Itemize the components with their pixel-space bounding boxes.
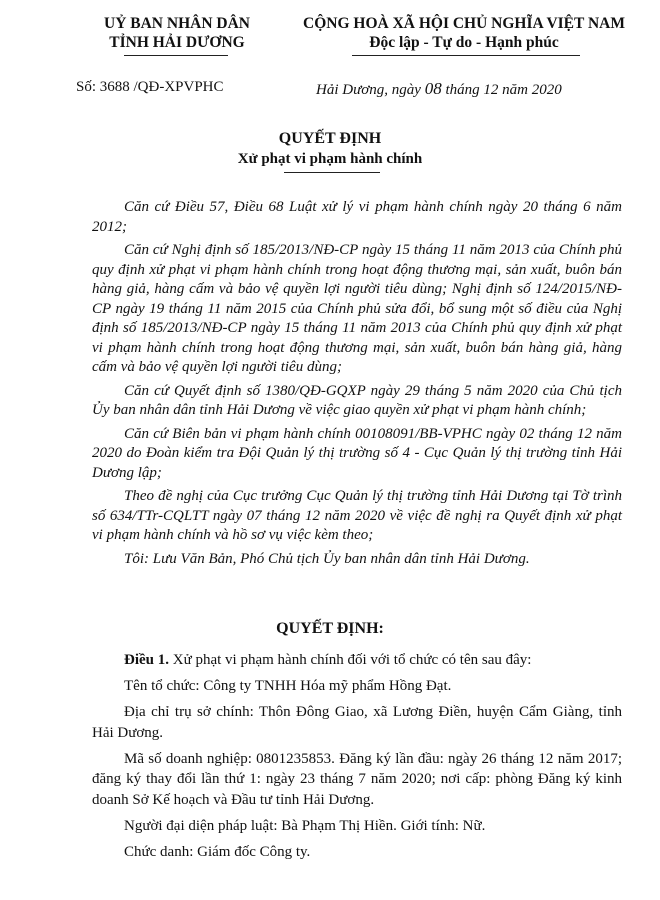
authority-line-2: TỈNH HẢI DƯƠNG	[109, 34, 245, 51]
authority-underline	[124, 55, 228, 56]
organization-address: Địa chỉ trụ sở chính: Thôn Đông Giao, xã Lương Điền, huyện Cẩm Giàng, tỉnh Hải Dương.	[92, 704, 622, 741]
preamble-paragraph: Căn cứ Điều 57, Điều 68 Luật xử lý vi phạm hành chính ngày 20 tháng 6 năm 2012;	[92, 199, 622, 235]
issuing-authority	[72, 14, 282, 52]
article-1-intro-text: Xử phạt vi phạm hành chính đối với tổ chức có tên sau đây:	[169, 652, 532, 668]
article-1	[92, 650, 622, 868]
preamble-paragraph: Theo đề nghị của Cục trưởng Cục Quản lý thị trường tỉnh Hải Dương tại Tờ trình số 634/TTr-CQLTT ngày 07 tháng 12 năm 2020 về việc đề nghị ra Quyết định xử phạt vi phạm hành chính và hồ sơ vụ việc kèm theo;	[92, 488, 622, 543]
representative-title: Chức danh: Giám đốc Công ty.	[124, 843, 311, 860]
decision-heading: QUYẾT ĐỊNH:	[276, 620, 384, 637]
motto: Độc lập - Tự do - Hạnh phúc	[369, 34, 559, 51]
document-subtitle: Xử phạt vi phạm hành chính	[237, 151, 423, 167]
title-underline	[284, 172, 380, 173]
place-date	[316, 79, 562, 99]
national-motto	[268, 14, 660, 52]
nation-name: CỘNG HOÀ XÃ HỘI CHỦ NGHĨA VIỆT NAM	[303, 15, 625, 32]
preamble-paragraph: Căn cứ Nghị định số 185/2013/NĐ-CP ngày 15 tháng 11 năm 2013 của Chính phủ quy định xử phạt vi phạm hành chính trong hoạt động thương mại, sản xuất, buôn bán hàng giả, hàng cấm và bảo vệ quyền lợi người tiêu dùng; Nghị định số 124/2015/NĐ-CP ngày 19 tháng 11 năm 2015 của Chính phủ sửa đổi, bổ sung một số điều của Nghị định số 185/2013/NĐ-CP ngày 15 tháng 11 năm 2013 của Chính phủ quy định xử phạt vi phạm hành chính trong hoạt động thương mại, sản xuất, buôn bán hàng giả, hàng cấm và bảo vệ quyền lợi người tiêu dùng;	[92, 242, 622, 375]
place-date-prefix: Hải Dương, ngày	[316, 82, 425, 98]
preamble-paragraph: Tôi: Lưu Văn Bản, Phó Chủ tịch Ủy ban nhân dân tỉnh Hải Dương.	[124, 550, 530, 567]
article-1-label: Điều 1.	[124, 652, 169, 668]
place-date-suffix: tháng 12 năm 2020	[441, 82, 562, 98]
document-title: QUYẾT ĐỊNH	[278, 130, 382, 147]
preamble	[92, 198, 622, 573]
article-1-intro	[92, 650, 622, 671]
document-number: Số: 3688 /QĐ-XPVPHC	[76, 79, 224, 95]
authority-line-1: UỶ BAN NHÂN DÂN	[104, 15, 250, 32]
motto-underline	[352, 55, 580, 56]
place-date-day: 08	[424, 79, 442, 98]
preamble-paragraph: Căn cứ Quyết định số 1380/QĐ-GQXP ngày 29 tháng 5 năm 2020 của Chủ tịch Ủy ban nhân dân tỉnh Hải Dương về việc giao quyền xử phạt vi phạm hành chính;	[92, 382, 622, 418]
legal-representative: Người đại diện pháp luật: Bà Phạm Thị Hiền. Giới tính: Nữ.	[124, 817, 486, 834]
preamble-paragraph: Căn cứ Biên bản vi phạm hành chính 00108091/BB-VPHC ngày 02 tháng 12 năm 2020 do Đoàn kiểm tra Đội Quản lý thị trường số 4 - Cục Quản lý thị trường tỉnh Hải Dương lập;	[92, 425, 622, 481]
business-registration: Mã số doanh nghiệp: 0801235853. Đăng ký lần đầu: ngày 26 tháng 12 năm 2017; đăng ký thay đổi lần thứ 1: ngày 23 tháng 7 năm 2020; nơi cấp: phòng Đăng ký kinh doanh Sở Kế hoạch và Đầu tư tỉnh Hải Dương.	[92, 750, 622, 808]
organization-name: Tên tổ chức: Công ty TNHH Hóa mỹ phẩm Hồng Đạt.	[124, 678, 452, 694]
